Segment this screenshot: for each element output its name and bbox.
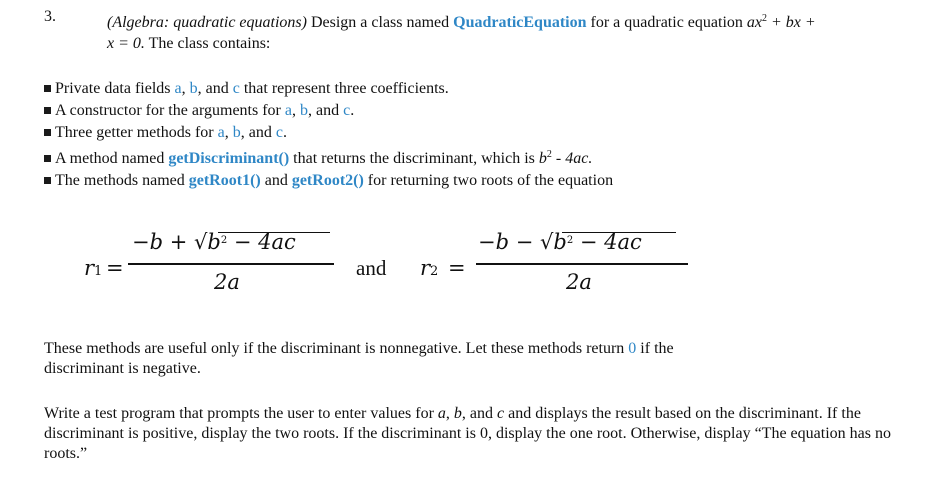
para1-text-a: These methods are useful only if the discriminant is nonnegative. Let these methods return <box>44 340 629 357</box>
formula-numerator-1 <box>132 230 296 254</box>
formula-numerator-2 <box>478 230 642 254</box>
fraction-bar-1 <box>128 263 334 265</box>
list-item <box>44 144 613 170</box>
list-item-text: for returning two roots of the equation <box>363 172 614 189</box>
list-item <box>44 170 613 192</box>
para2-text-a: Write a test program that prompts the user to enter values for <box>44 405 438 422</box>
formula-sub2: 2 <box>430 264 439 279</box>
radicand-rest: − 4ac <box>227 230 296 254</box>
radicand-rest: − 4ac <box>573 230 642 254</box>
list-item-text: The methods named <box>55 172 189 189</box>
problem-number: 3. <box>44 8 56 25</box>
list-item-sep: , and <box>197 80 233 97</box>
list-item-text: Three getter methods for <box>55 124 218 141</box>
radicand-b: b <box>553 230 567 254</box>
var-c: c <box>497 405 505 422</box>
field-c: c <box>232 80 240 97</box>
list-item-sep: , <box>224 124 233 141</box>
problem-topic: (Algebra: quadratic equations) <box>107 14 307 31</box>
field-b: b <box>232 124 241 141</box>
formula-equals-2: = <box>448 256 466 280</box>
equation-ax: ax <box>746 14 762 31</box>
formula-r-symbol: r <box>420 256 431 280</box>
var-a: a <box>437 405 446 422</box>
discriminant-exponent: 2 <box>546 149 552 160</box>
field-a: a <box>217 124 225 141</box>
test-program-paragraph <box>44 404 934 464</box>
list-item <box>44 78 613 100</box>
list-item-sep: , and <box>240 124 276 141</box>
var-b: b <box>453 405 462 422</box>
formula-sub1: 1 <box>94 264 103 279</box>
formula-r2 <box>420 256 438 280</box>
intro-text-a: Design a class named <box>306 14 454 31</box>
radicand-exponent: 2 <box>220 235 228 246</box>
list-item-text: and <box>260 172 292 189</box>
equation-line2: x = 0. <box>107 35 145 52</box>
radicand-exponent: 2 <box>566 235 574 246</box>
field-c: c <box>343 102 351 119</box>
formula-equals-1: = <box>106 256 124 280</box>
formula-denominator-2: 2a <box>566 270 592 294</box>
nonnegative-paragraph <box>44 339 744 379</box>
discriminant-rest: - 4ac. <box>551 150 593 167</box>
para2-sep: , and <box>461 405 498 422</box>
list-item-text: Private data fields <box>55 80 175 97</box>
field-b: b <box>189 80 198 97</box>
roots-formula <box>84 226 724 306</box>
equation-exponent: 2 <box>762 13 767 24</box>
bullet-square-icon <box>44 155 51 162</box>
radical-overline-2 <box>562 232 676 233</box>
numerator-prefix: −b − <box>478 230 540 254</box>
list-item-text: that represent three coefficients. <box>239 80 449 97</box>
formula-and: and <box>356 256 387 280</box>
requirements-list <box>44 78 613 192</box>
intro-text-b: for a quadratic equation <box>586 14 747 31</box>
radicand-b: b <box>207 230 221 254</box>
list-item-sep: , <box>181 80 190 97</box>
list-item-text: . <box>282 124 287 141</box>
field-b: b <box>299 102 308 119</box>
list-item-sep: , and <box>307 102 344 119</box>
equation-bx: + bx + <box>767 14 816 31</box>
intro-text-c: The class contains: <box>144 35 271 52</box>
bullet-square-icon <box>44 177 51 184</box>
list-item <box>44 100 613 122</box>
formula-r1 <box>84 256 102 280</box>
list-item-text: A constructor for the arguments for <box>55 102 285 119</box>
problem-intro <box>107 8 937 54</box>
field-c: c <box>275 124 283 141</box>
method-get-root1: getRoot1() <box>188 172 261 189</box>
para2-text-b: and displays the result based on the discriminant. If the discriminant is positive, display the two roots. If the discriminant is 0, display the one root. Otherwise, display “The equation has no roots.” <box>44 405 891 462</box>
method-get-discriminant: getDiscriminant() <box>168 150 290 167</box>
class-name: QuadraticEquation <box>453 14 587 31</box>
bullet-square-icon <box>44 129 51 136</box>
list-item-text: that returns the discriminant, which is <box>289 150 539 167</box>
numerator-prefix: −b + <box>132 230 194 254</box>
sqrt-icon: √ <box>540 230 554 254</box>
para1-text-b: if the discriminant is negative. <box>44 340 674 377</box>
bullet-square-icon <box>44 107 51 114</box>
list-item-sep: , <box>291 102 300 119</box>
return-zero-value: 0 <box>628 340 637 357</box>
radical-overline-1 <box>218 232 330 233</box>
formula-r-symbol: r <box>84 256 95 280</box>
sqrt-icon: √ <box>194 230 208 254</box>
field-a: a <box>284 102 292 119</box>
list-item-text: . <box>350 102 355 119</box>
discriminant-b: b <box>538 150 547 167</box>
fraction-bar-2 <box>476 263 688 265</box>
field-a: a <box>174 80 182 97</box>
para2-sep: , <box>445 405 454 422</box>
formula-denominator-1: 2a <box>214 270 240 294</box>
list-item <box>44 122 613 144</box>
list-item-text: A method named <box>55 150 169 167</box>
method-get-root2: getRoot2() <box>291 172 364 189</box>
bullet-square-icon <box>44 85 51 92</box>
